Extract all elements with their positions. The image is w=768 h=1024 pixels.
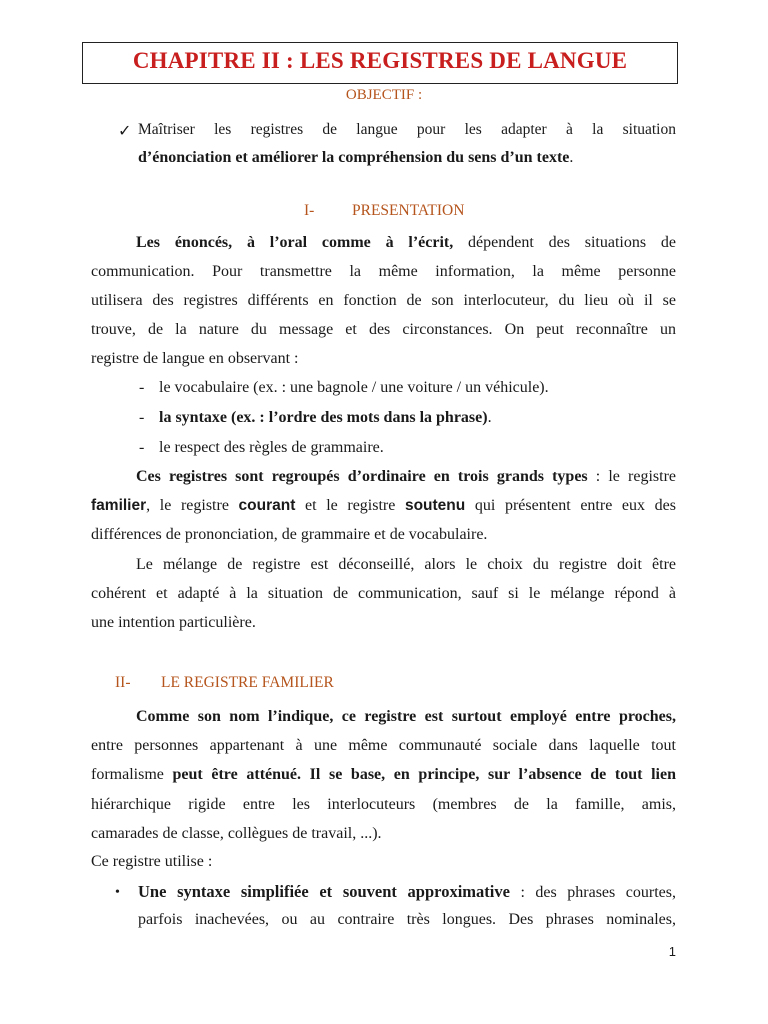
s2-p1-line-5: camarades de classe, collègues de travail, ...). xyxy=(91,825,382,842)
list-item-syntaxe: la syntaxe (ex. : l’ordre des mots dans la phrase). xyxy=(159,409,492,426)
list-dash: - xyxy=(139,439,145,456)
s1-p1-line-1: Les énoncés, à l’oral comme à l’écrit, dépendent des situations de xyxy=(136,234,676,251)
s1-p3-line-1: Le mélange de registre est déconseillé, alors le choix du registre doit être xyxy=(136,556,676,573)
s1-p2-line-3: différences de prononciation, de grammaire et de vocabulaire. xyxy=(91,526,488,543)
section-2-number: II- xyxy=(115,674,131,691)
s1-p1-line-5: registre de langue en observant : xyxy=(91,350,299,367)
objectif-line-1: Maîtriser les registres de langue pour les adapter à la situation xyxy=(138,121,676,138)
s1-p2-line-2: familier, le registre courant et le registre soutenu qui présentent entre eux des xyxy=(91,497,676,514)
s1-p2-line-1: Ces registres sont regroupés d’ordinaire en trois grands types : le registre xyxy=(136,468,676,485)
list-item-vocabulaire: le vocabulaire (ex. : une bagnole / une voiture / un véhicule). xyxy=(159,379,549,396)
bullet-line-1: Une syntaxe simplifiée et souvent approximative : des phrases courtes, xyxy=(138,882,676,901)
bullet-line-2: parfois inachevées, ou au contraire très longues. Des phrases nominales, xyxy=(138,911,676,928)
uses-intro: Ce registre utilise : xyxy=(91,853,213,870)
s2-p1-line-4: hiérarchique rigide entre les interlocuteurs (membres de la famille, amis, xyxy=(91,796,676,813)
s1-p3-line-2: cohérent et adapté à la situation de communication, sauf si le mélange répond à xyxy=(91,585,676,602)
s2-p1-line-3: formalisme peut être atténué. Il se base, en principe, sur l’absence de tout lien xyxy=(91,766,677,783)
objectif-line-2: d’énonciation et améliorer la compréhension du sens d’un texte. xyxy=(138,149,574,166)
section-2-title: LE REGISTRE FAMILIER xyxy=(161,674,334,691)
section-1-number: I- xyxy=(304,202,315,219)
bullet-icon: • xyxy=(115,885,120,900)
s2-p1-line-1: Comme son nom l’indique, ce registre est surtout employé entre proches, xyxy=(136,708,676,725)
objectif-heading: OBJECTIF : xyxy=(345,87,423,103)
list-item-grammaire: le respect des règles de grammaire. xyxy=(159,439,384,456)
s1-p1-line-3: utilisera des registres différents en fonction de son interlocuteur, du lieu où il se xyxy=(91,292,676,309)
s1-p1-line-4: trouve, de la nature du message et des circonstances. On peut reconnaître un xyxy=(91,321,676,338)
list-dash: - xyxy=(139,379,145,396)
list-dash: - xyxy=(139,409,145,426)
s1-p3-line-3: une intention particulière. xyxy=(91,614,256,631)
s2-p1-line-2: entre personnes appartenant à une même communauté sociale dans laquelle tout xyxy=(91,737,676,754)
s1-p1-line-2: communication. Pour transmettre la même information, la même personne xyxy=(91,263,676,280)
checkmark-icon: ✓ xyxy=(118,123,132,140)
section-1-title: PRESENTATION xyxy=(352,202,465,219)
page-number: 1 xyxy=(668,944,676,959)
chapter-title: CHAPITRE II : LES REGISTRES DE LANGUE xyxy=(82,42,678,84)
